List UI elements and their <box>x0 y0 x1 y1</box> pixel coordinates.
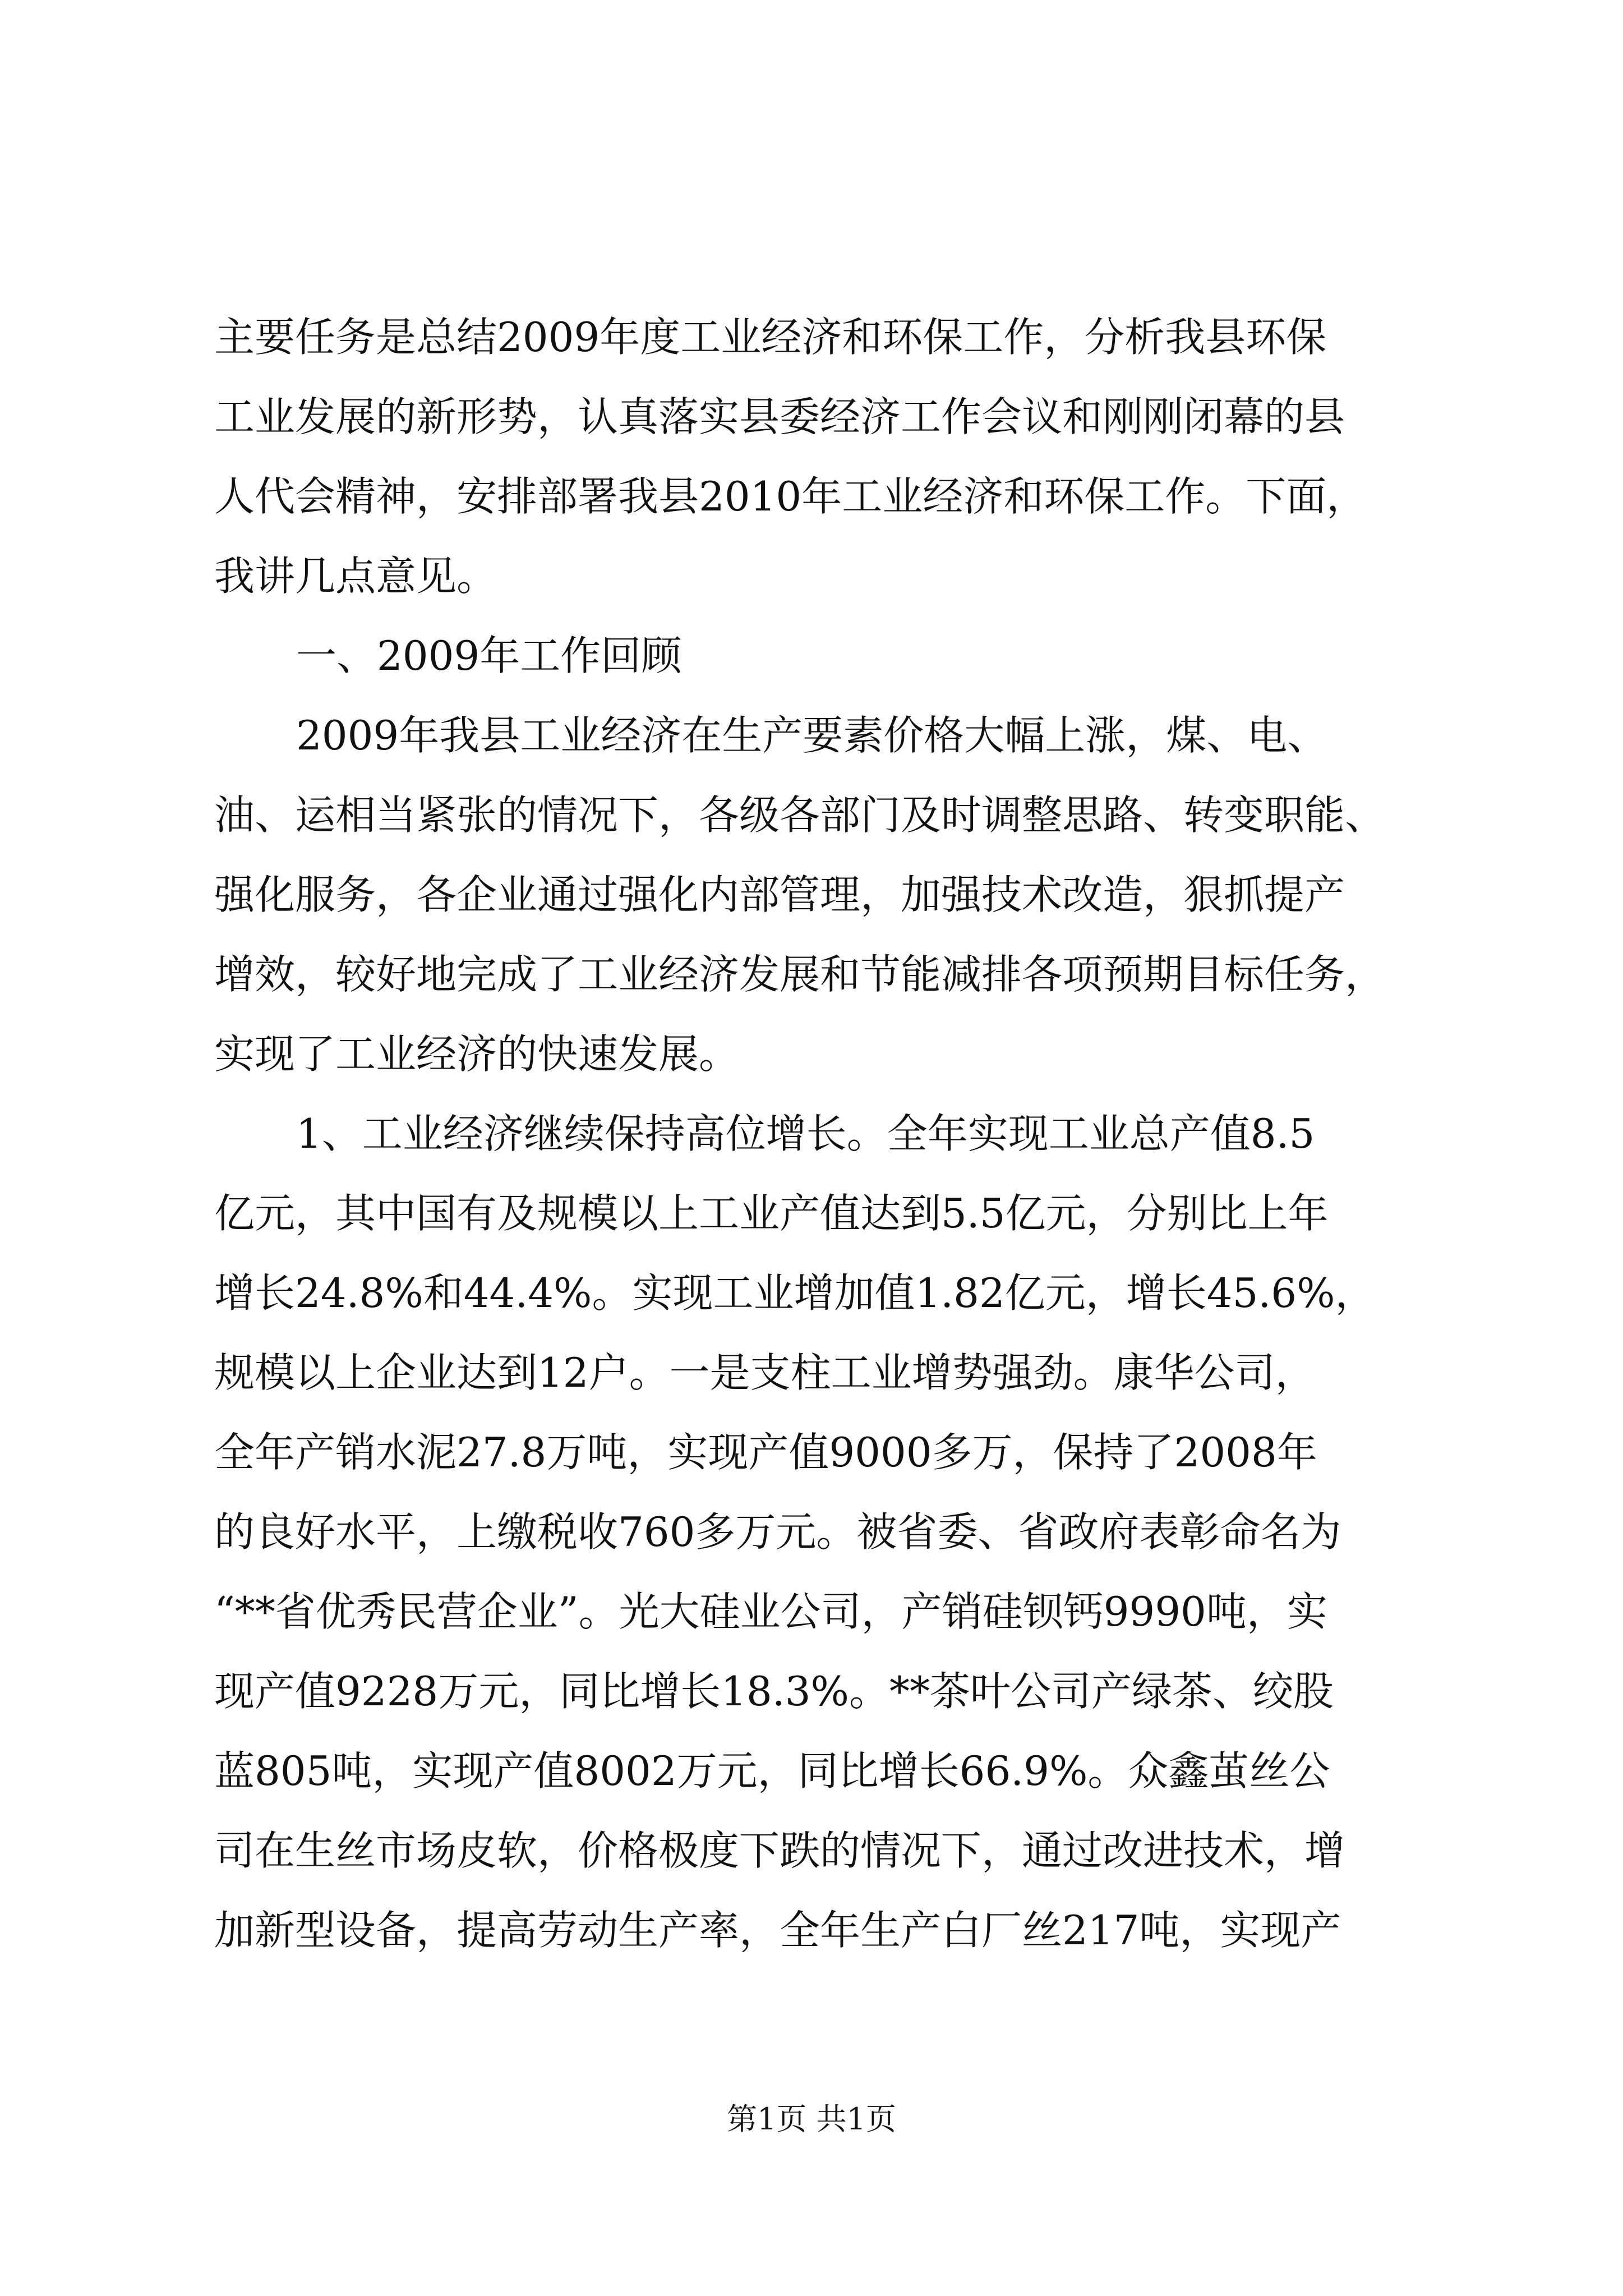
text-line: 规模以上企业达到12户。一是支柱工业增势强劲。康华公司， <box>214 1349 1316 1396</box>
text-line: 2009年我县工业经济在生产要素价格大幅上涨，煤、电、 <box>296 712 1328 759</box>
text-line: 增效，较好地完成了工业经济发展和节能减排各项预期目标任务， <box>214 951 1386 998</box>
text-line: 亿元，其中国有及规模以上工业产值达到5.5亿元，分别比上年 <box>214 1190 1329 1237</box>
document-body <box>214 297 1414 1970</box>
text-line: 油、运相当紧张的情况下，各级各部门及时调整思路、转变职能、 <box>214 792 1386 839</box>
text-line: 全年产销水泥27.8万吨，实现产值9000多万，保持了2008年 <box>214 1429 1317 1476</box>
text-line: 主要任务是总结2009年度工业经济和环保工作，分析我县环保 <box>214 314 1327 361</box>
page-footer: 第1页 共1页 <box>727 2101 896 2137</box>
text-line: 蓝805吨，实现产值8002万元，同比增长66.9%。众鑫茧丝公 <box>214 1747 1330 1795</box>
text-line: 工业发展的新形势，认真落实县委经济工作会议和刚刚闭幕的县 <box>214 393 1345 440</box>
text-line: 人代会精神，安排部署我县2010年工业经济和环保工作。下面， <box>214 473 1367 520</box>
text-line: 现产值9228万元，同比增长18.3%。**茶叶公司产绿茶、绞股 <box>214 1668 1334 1715</box>
text-line: 加新型设备，提高劳动生产率，全年生产白厂丝217吨，实现产 <box>214 1907 1341 1954</box>
text-line: 的良好水平，上缴税收760多万元。被省委、省政府表彰命名为 <box>214 1508 1341 1556</box>
text-line: 强化服务，各企业通过强化内部管理，加强技术改造，狠抓提产 <box>214 871 1345 918</box>
text-line: 增长24.8%和44.4%。实现工业增加值1.82亿元，增长45.6%， <box>214 1269 1376 1317</box>
text-line: 实现了工业经济的快速发展。 <box>214 1030 740 1078</box>
text-line: 一、2009年工作回顾 <box>296 632 682 679</box>
text-line: 我讲几点意见。 <box>214 553 497 600</box>
text-line: 司在生丝市场皮软，价格极度下跌的情况下，通过改进技术，增 <box>214 1827 1345 1874</box>
text-line: 1、工业经济继续保持高位增长。全年实现工业总产值8.5 <box>296 1110 1315 1157</box>
text-line: “**省优秀民营企业”。光大硅业公司，产销硅钡钙9990吨，实 <box>214 1588 1327 1635</box>
